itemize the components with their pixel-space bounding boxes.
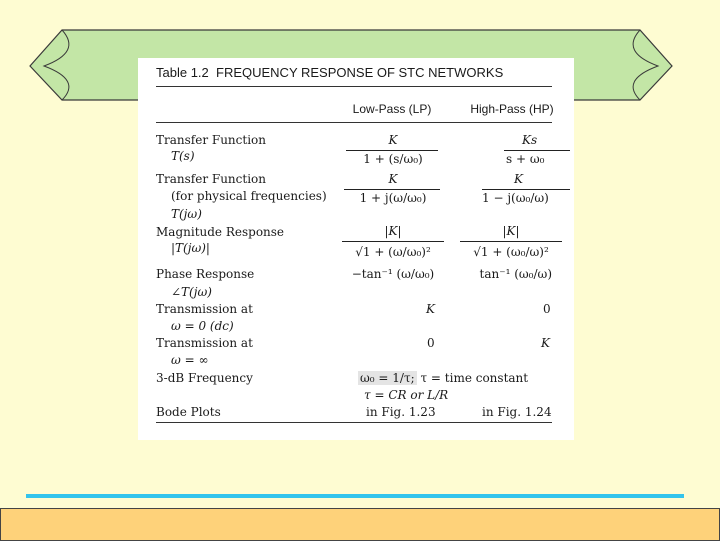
numerator: K — [388, 133, 398, 147]
row-label: Transmission at — [156, 302, 253, 316]
denominator: s + ω₀ — [506, 152, 545, 166]
row-sublabel: (for physical frequencies) — [171, 189, 327, 203]
bottom-rule — [156, 422, 552, 423]
numerator: |K| — [384, 224, 402, 238]
fraction-bar — [460, 241, 562, 242]
numerator: K — [514, 172, 523, 186]
highpass-phase: tan⁻¹ (ω₀/ω) — [479, 267, 552, 281]
row-sublabel: T(jω) — [171, 207, 202, 221]
fraction-bar — [482, 189, 570, 190]
row-label: Transmission at — [156, 336, 253, 350]
lowpass-phase: −tan⁻¹ (ω/ω₀) — [351, 267, 435, 281]
denominator: 1 − j(ω₀/ω) — [482, 191, 549, 205]
fraction-bar — [504, 150, 570, 151]
denominator: √1 + (ω₀/ω)² — [473, 245, 549, 259]
numerator: Ks — [522, 133, 538, 147]
row-label: Transfer Function — [156, 172, 266, 186]
denominator: 1 + (s/ω₀) — [363, 152, 423, 166]
row-sublabel: T(s) — [171, 149, 195, 163]
row-sublabel: |T(jω)| — [171, 241, 210, 255]
header-rule — [156, 122, 552, 123]
lowpass-transmission-dc: K — [426, 302, 435, 316]
three-db-rest: τ = time constant — [416, 371, 529, 385]
numerator: K — [388, 172, 398, 186]
footer-bar — [0, 508, 720, 541]
column-header-lowpass: Low-Pass (LP) — [352, 102, 432, 116]
title-rule — [156, 86, 552, 87]
highpass-transmission-inf: K — [541, 336, 550, 350]
row-label: Magnitude Response — [156, 225, 285, 239]
fraction-bar — [346, 150, 438, 151]
table-number: Table 1.2 — [156, 65, 209, 80]
accent-divider — [26, 494, 684, 498]
numerator: |K| — [502, 224, 520, 238]
fraction-bar — [344, 189, 440, 190]
row-sublabel: ω = 0 (dc) — [171, 319, 234, 333]
lowpass-bode: in Fig. 1.23 — [366, 405, 436, 419]
row-label: Bode Plots — [156, 405, 221, 419]
highpass-bode: in Fig. 1.24 — [482, 405, 552, 419]
fraction-bar — [342, 241, 444, 242]
frequency-response-table — [138, 58, 574, 440]
table-title: FREQUENCY RESPONSE OF STC NETWORKS — [216, 65, 504, 80]
row-sublabel: ω = ∞ — [171, 353, 209, 367]
three-db-highlight: ω₀ = 1/τ; — [360, 371, 415, 385]
row-label: Phase Response — [156, 267, 255, 281]
three-db-line2: τ = CR or L/R — [364, 388, 449, 402]
denominator: √1 + (ω/ω₀)² — [355, 245, 431, 259]
table-caption — [156, 65, 503, 80]
row-label: 3-dB Frequency — [156, 371, 253, 385]
lowpass-transmission-inf: 0 — [427, 336, 435, 350]
row-label: Transfer Function — [156, 133, 266, 147]
highpass-transmission-dc: 0 — [543, 302, 551, 316]
row-sublabel: ∠T(jω) — [171, 285, 212, 299]
three-db-value — [358, 371, 528, 385]
column-header-highpass: High-Pass (HP) — [470, 102, 554, 116]
denominator: 1 + j(ω/ω₀) — [359, 191, 427, 205]
